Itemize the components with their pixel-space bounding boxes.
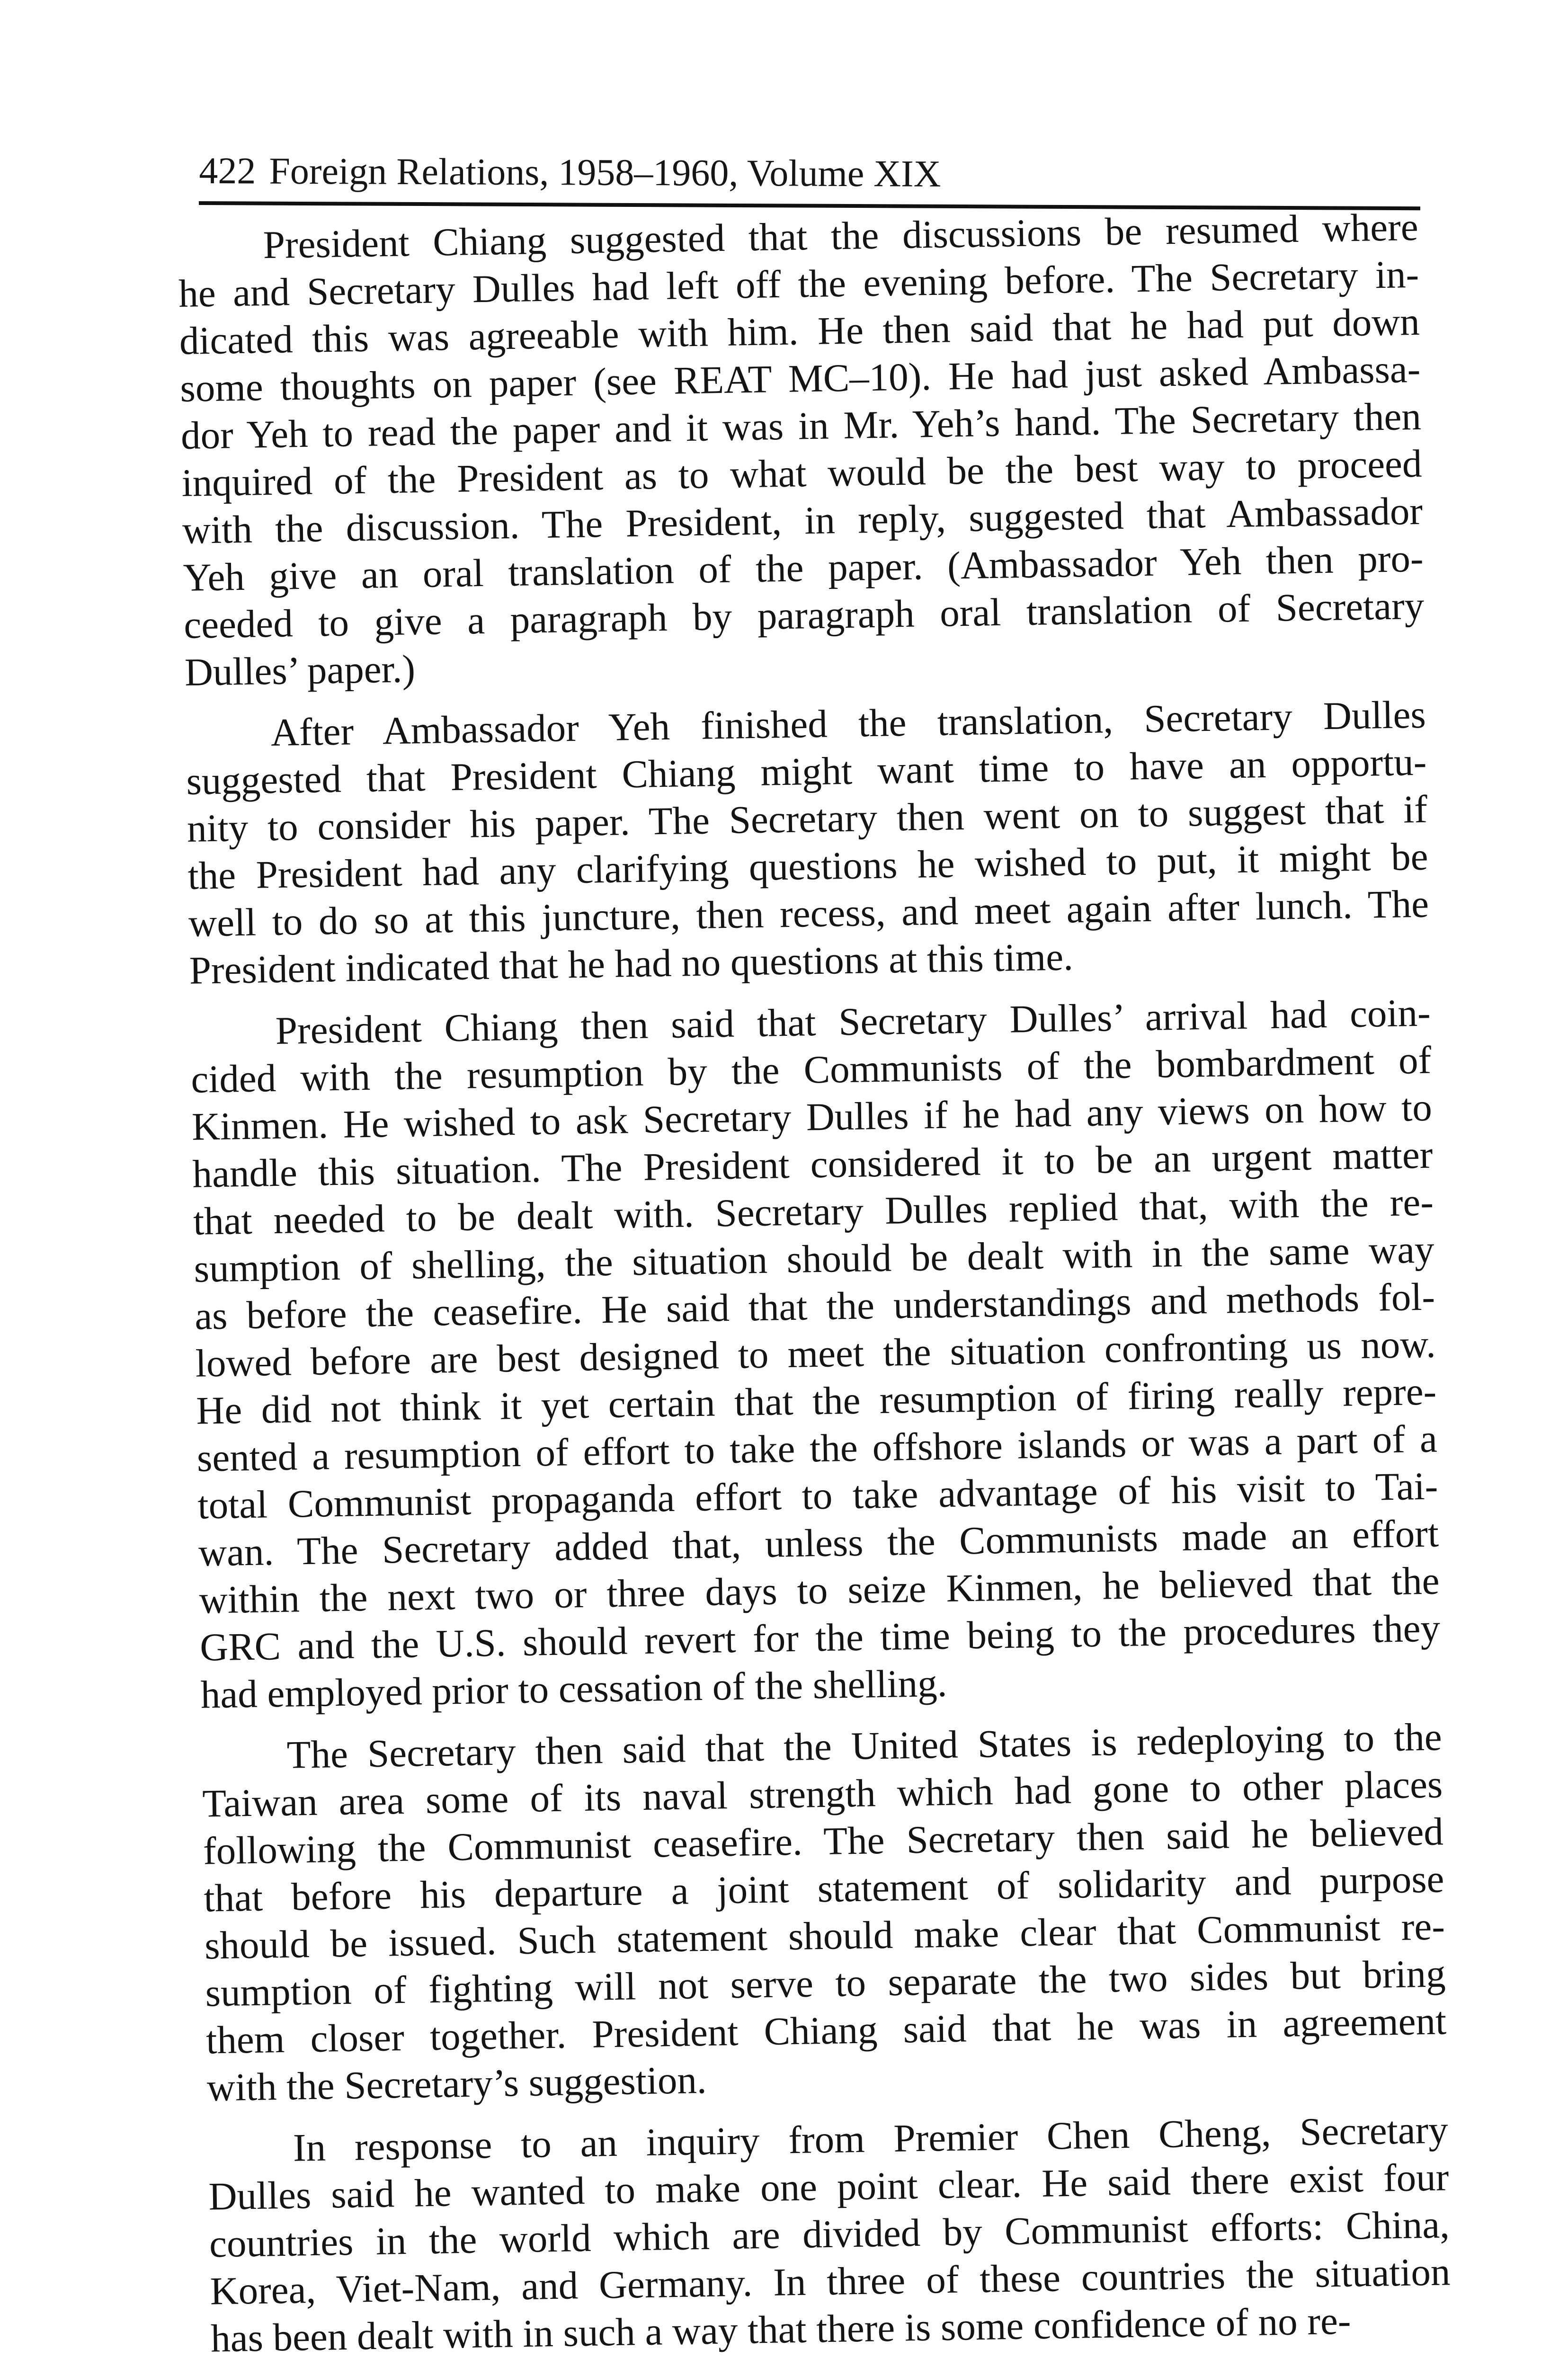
text-line: cided with the resumption by the Communists of the bombardment of	[190, 1038, 1432, 1101]
text-line: he and Secretary Dulles had left off the evening before. The Secretary in-	[178, 252, 1419, 315]
text-line: the President had any clarifying questions he wished to put, it might be	[187, 834, 1429, 898]
text-line: handle this situation. The President considered it to be an urgent matter	[192, 1132, 1433, 1196]
text-line: should be issued. Such statement should make clear that Communist re-	[204, 1904, 1445, 1967]
running-header	[199, 142, 1421, 210]
text-line: some thoughts on paper (see REAT MC–10). He had just asked Ambassa-	[179, 347, 1421, 410]
text-line: sumption of fighting will not serve to separate the two sides but bring	[205, 1951, 1446, 2015]
text-line: dor Yeh to read the paper and it was in Mr. Yeh’s hand. The Secretary then	[180, 394, 1422, 457]
text-line: them closer together. President Chiang said that he was in agreement	[205, 1999, 1447, 2062]
text-line: had employed prior to cessation of the shelling.	[200, 1661, 948, 1717]
text-line: lowed before are best designed to meet the situation confronting us now.	[195, 1322, 1436, 1385]
text-line: inquired of the President as to what would be the best way to proceed	[181, 441, 1423, 505]
body-text	[178, 203, 1452, 2367]
text-line: President indicated that he had no questions at this time.	[189, 934, 1074, 992]
text-line: has been dealt with in such a way that there is some confidence of no re-	[210, 2298, 1352, 2360]
text-line: dicated this was agreeable with him. He then said that he had put down	[179, 299, 1420, 363]
header-text	[199, 150, 941, 196]
text-line: President Chiang suggested that the discussions be resumed where	[263, 205, 1419, 267]
text-line: sented a resumption of effort to take the offshore islands or was a part of a	[196, 1416, 1438, 1480]
text-line: with the Secretary’s suggestion.	[206, 2057, 707, 2109]
text-line: within the next two or three days to seize Kinmen, he believed that the	[198, 1558, 1440, 1622]
text-line: that before his departure a joint statement of solidarity and purpose	[203, 1857, 1445, 1920]
text-line: Dulles’ paper.)	[184, 647, 416, 694]
paragraph	[185, 691, 1430, 994]
text-line: GRC and the U.S. should revert for the time being to the procedures they	[199, 1606, 1441, 1669]
text-line: wan. The Secretary added that, unless the Communists made an effort	[198, 1511, 1439, 1575]
paragraph	[178, 203, 1425, 696]
text-line: President Chiang then said that Secretary Dulles’ arrival had coin-	[275, 990, 1431, 1052]
publication-title: Foreign Relations, 1958–1960, Volume XIX	[269, 150, 941, 195]
text-line: In response to an inquiry from Premier Chen Cheng, Secretary	[293, 2108, 1449, 2170]
text-line: Taiwan area some of its naval strength which had gone to other places	[202, 1762, 1443, 1825]
paragraph	[190, 989, 1441, 1718]
text-line: nity to consider his paper. The Secretary then went on to suggest that if	[187, 787, 1428, 850]
text-line: Dulles said he wanted to make one point clear. He said there exist four	[208, 2155, 1449, 2218]
text-line: as before the ceasefire. He said that the understandings and methods fol-	[194, 1274, 1435, 1338]
text-line: After Ambassador Yeh finished the translation, Secretary Dulles	[270, 692, 1426, 755]
paragraph	[207, 2106, 1452, 2362]
text-line: following the Communist ceasefire. The Secretary then said he believed	[203, 1809, 1444, 1873]
text-line: suggested that President Chiang might want time to have an opportu-	[186, 739, 1427, 803]
text-line: He did not think it yet certain that the resumption of firing really repre-	[196, 1369, 1437, 1433]
text-line: well to do so at this juncture, then recess, and meet again after lunch. The	[188, 881, 1429, 945]
text-line: that needed to be dealt with. Secretary Dulles replied that, with the re-	[193, 1180, 1434, 1243]
text-line: Korea, Viet-Nam, and Germany. In three of these countries the situation	[209, 2250, 1451, 2313]
text-line: The Secretary then said that the United States is redeploying to the	[286, 1715, 1443, 1777]
text-line: with the discussion. The President, in reply, suggested that Ambassador	[182, 489, 1423, 552]
text-line: total Communist propaganda effort to take advantage of his visit to Tai-	[197, 1464, 1438, 1527]
paragraph	[201, 1713, 1447, 2111]
text-line: Kinmen. He wished to ask Secretary Dulles if he had any views on how to	[191, 1085, 1433, 1148]
page-number: 422	[199, 150, 256, 192]
text-line: sumption of shelling, the situation should be dealt with in the same way	[193, 1227, 1435, 1290]
text-line: Yeh give an oral translation of the paper. (Ambassador Yeh then pro-	[183, 536, 1424, 599]
text-line: countries in the world which are divided by Communist efforts: China,	[209, 2202, 1450, 2266]
text-line: ceeded to give a paragraph by paragraph oral translation of Secretary	[183, 583, 1425, 647]
